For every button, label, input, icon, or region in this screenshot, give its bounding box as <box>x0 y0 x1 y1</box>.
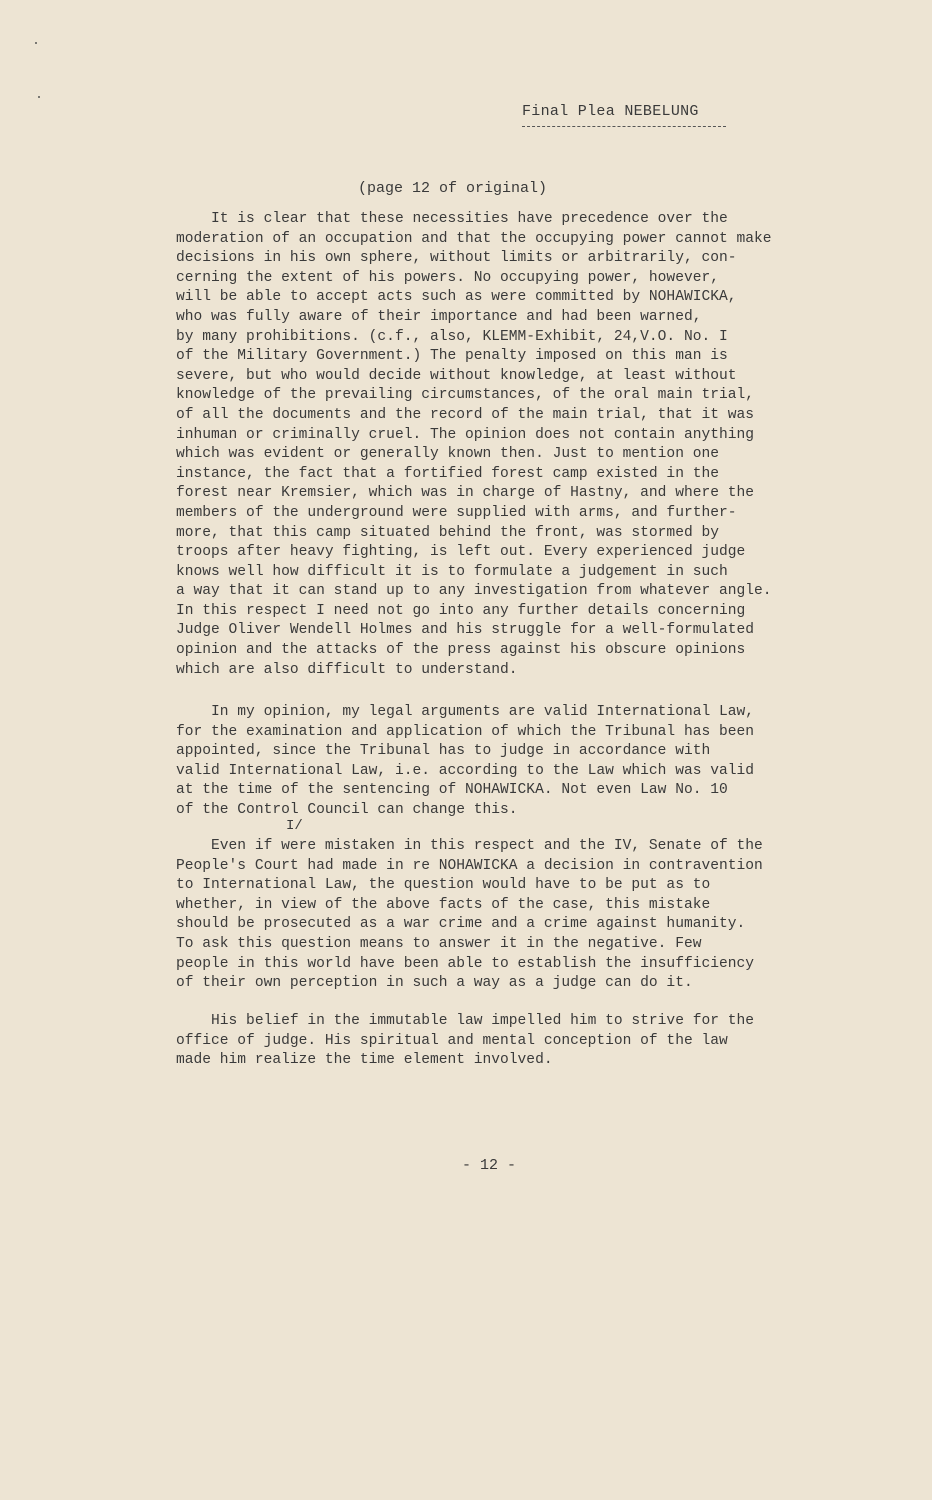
handwritten-insert: I/ <box>286 818 303 834</box>
paragraph-1: It is clear that these necessities have precedence over the moderation of an occupation and that the occupying power cannot make decisions in his own sphere, without limits or arbitrarily, con- cerning the extent of his powers. No occupying power, however, will be able to accept acts such as were committed by NOHAWICKA, who was fully aware of their importance and had been warned, by many prohibitions. (c.f., also, KLEMM-Exhibit, 24,V.O. No. I of the Military Government.) The penalty imposed on this man is severe, but who would decide without knowledge, at least without knowledge of the prevailing circumstances, of the oral main trial, of all the documents and the record of the main trial, that it was inhuman or criminally cruel. The opinion does not contain anything which was evident or generally known then. Just to mention one instance, the fact that a fortified forest camp existed in the forest near Kremsier, which was in charge of Hastny, and where the members of the underground were supplied with arms, and further- more, that this camp situated behind the front, was stormed by troops after heavy fighting, is left out. Every experienced judge knows well how difficult it is to formulate a judgement in such a way that it can stand up to any investigation from whatever angle. In this respect I need not go into any further details concerning Judge Oliver Wendell Holmes and his struggle for a well-formulated opinion and the attacks of the press against his obscure opinions which are also difficult to understand. <box>176 211 772 678</box>
original-page-reference: (page 12 of original) <box>358 180 548 197</box>
scan-speck <box>38 96 40 98</box>
scan-speck <box>35 42 37 44</box>
paragraph-3: Even if were mistaken in this respect and the IV, Senate of the People's Court had made in re NOHAWICKA a decision in contravention to International Law, the question would have to be put as to whether, in view of the above facts of the case, this mistake should be prosecuted as a war crime and a crime against humanity. To ask this question means to answer it in the negative. Few people in this world have been able to establish the insufficiency of their own perception in such a way as a judge can do it. <box>176 838 763 992</box>
paragraph-2: In my opinion, my legal arguments are valid International Law, for the examination and application of which the Tribunal has been appointed, since the Tribunal has to judge in accordance with valid International Law, i.e. according to the Law which was valid at the time of the sentencing of NOHAWICKA. Not even Law No. 10 of the Control Council can change this. <box>176 704 755 818</box>
document-header-title: Final Plea NEBELUNG <box>522 103 699 120</box>
paragraph-4: His belief in the immutable law impelled him to strive for the office of judge. His spiritual and mental conception of the law made him realize the time element involved. <box>176 1013 755 1069</box>
header-underline <box>522 126 726 127</box>
page-number: - 12 - <box>462 1157 517 1174</box>
